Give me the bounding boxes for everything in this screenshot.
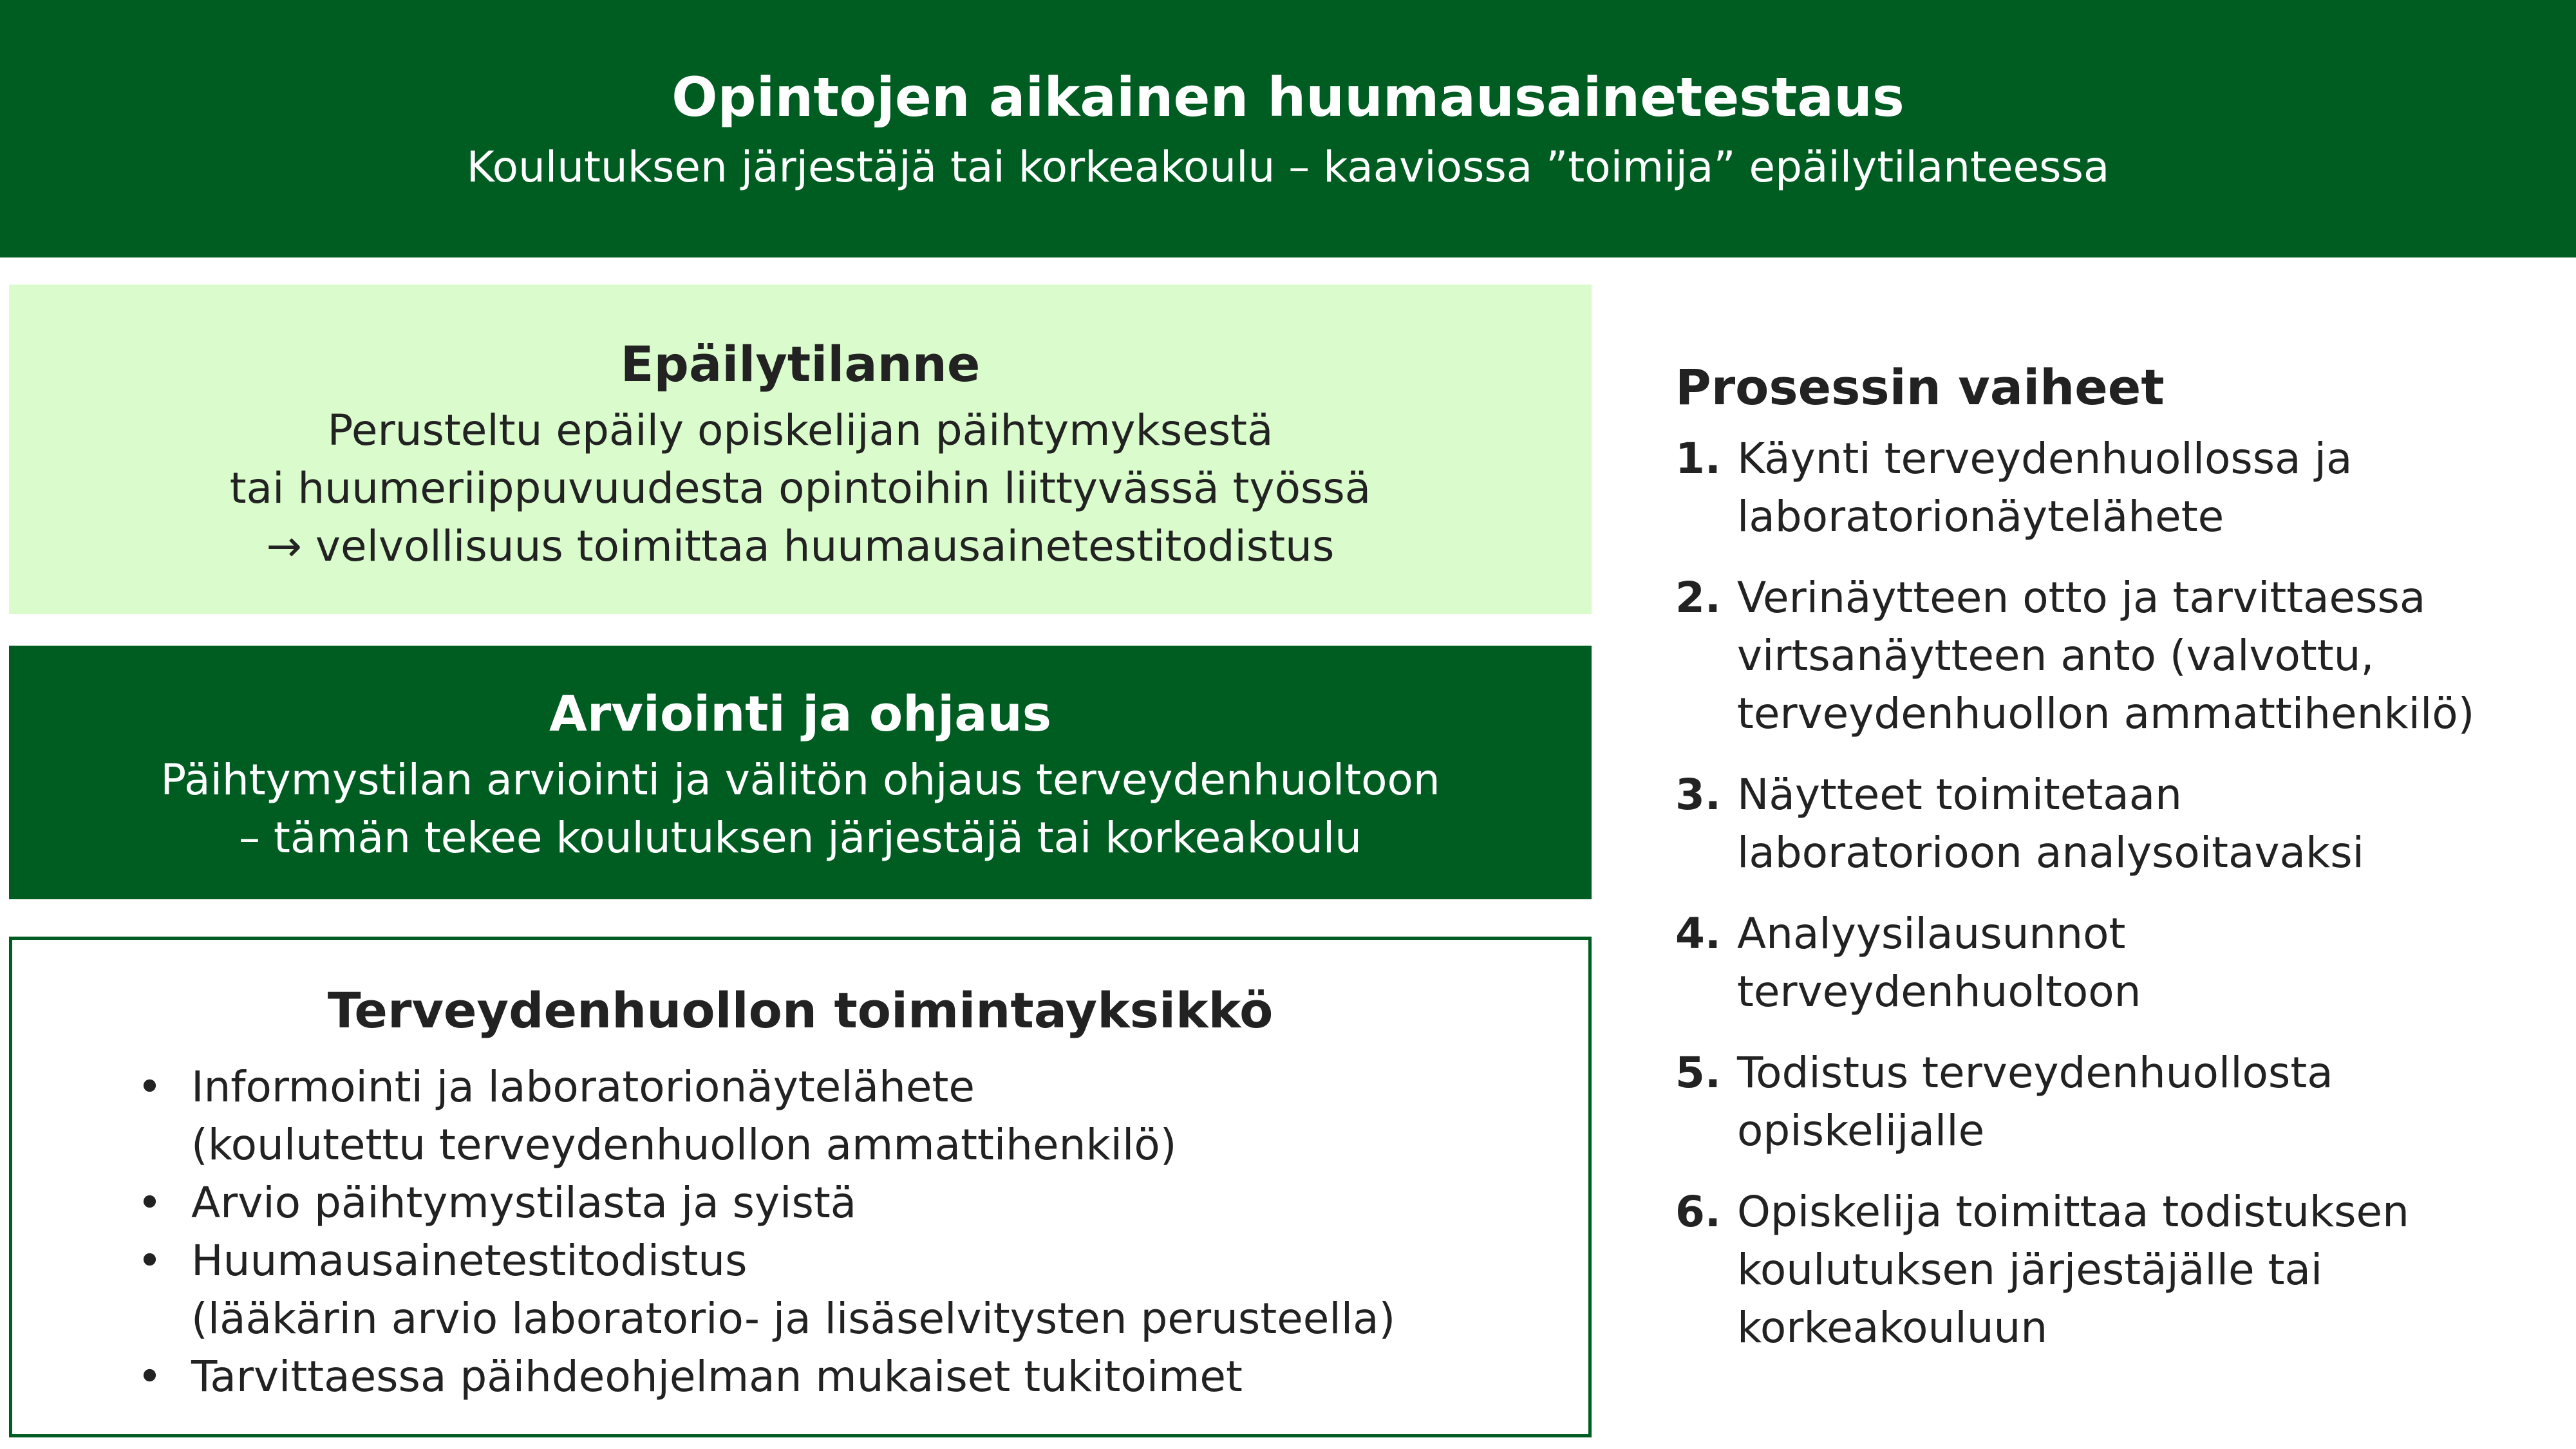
list-item — [137, 1232, 1588, 1348]
assessment-line: Päihtymystilan arviointi ja välitön ohjaus terveydenhuoltoon — [160, 755, 1440, 805]
step-text: Verinäytteen otto ja tarvittaessa — [1737, 573, 2426, 622]
suspicion-box — [9, 285, 1592, 614]
step-text: koulutuksen järjestäjälle tai — [1737, 1245, 2323, 1295]
step-text: Opiskelija toimittaa todistuksen — [1737, 1187, 2409, 1237]
step-number: 5. — [1675, 1048, 1721, 1098]
healthcare-list — [12, 1058, 1588, 1406]
page-title: Opintojen aikainen huumausainetestaus — [672, 66, 1904, 129]
step-text: laboratorioon analysoitavaksi — [1737, 828, 2364, 877]
assessment-title: Arviointi ja ohjaus — [549, 685, 1051, 742]
bullet-icon: • — [137, 1062, 162, 1112]
suspicion-line: Perusteltu epäily opiskelijan päihtymyksestä — [327, 406, 1274, 455]
step-text: virtsanäytteen anto (valvottu, — [1737, 631, 2374, 680]
step-number: 4. — [1675, 909, 1721, 958]
step-text: terveydenhuoltoon — [1737, 967, 2141, 1016]
list-item-text: Huumausainetestitodistus — [191, 1236, 747, 1285]
bullet-icon: • — [137, 1178, 162, 1228]
step-number: 6. — [1675, 1187, 1721, 1237]
step-text: Todistus terveydenhuollosta — [1737, 1048, 2333, 1098]
step-text: Näytteet toimitetaan — [1737, 770, 2183, 819]
process-steps — [1675, 355, 2570, 1380]
suspicion-line: tai huumeriippuvuudesta opintoihin liittyvässä työssä — [229, 463, 1371, 513]
process-title: Prosessin vaiheet — [1675, 359, 2165, 416]
step-number: 2. — [1675, 573, 1721, 622]
assessment-line: – tämän tekee koulutuksen järjestäjä tai korkeakoulu — [239, 813, 1362, 863]
list-item-text: Informointi ja laboratorionäytelähete — [191, 1062, 975, 1112]
list-item — [137, 1174, 1588, 1232]
step-text: opiskelijalle — [1737, 1106, 1985, 1155]
step-text: terveydenhuollon ammattihenkilö) — [1737, 689, 2475, 738]
list-item-text: Arvio päihtymystilasta ja syistä — [191, 1178, 857, 1228]
process-step — [1675, 430, 2570, 546]
process-step-list — [1675, 430, 2570, 1357]
step-number: 3. — [1675, 770, 1721, 819]
header-banner — [0, 0, 2576, 257]
process-step — [1675, 1183, 2570, 1357]
step-text: Käynti terveydenhuollossa ja — [1737, 434, 2353, 483]
process-step — [1675, 569, 2570, 743]
healthcare-box — [9, 937, 1592, 1437]
step-text: laboratorionäytelähete — [1737, 492, 2224, 541]
suspicion-title: Epäilytilanne — [620, 335, 981, 393]
step-text: Analyysilausunnot — [1737, 909, 2126, 958]
bullet-icon: • — [137, 1236, 162, 1285]
healthcare-title: Terveydenhuollon toimintayksikkö — [327, 982, 1274, 1039]
process-step — [1675, 766, 2570, 882]
list-item-text: Tarvittaessa päihdeohjelman mukaiset tukitoimet — [191, 1352, 1243, 1401]
list-item — [137, 1058, 1588, 1174]
step-number: 1. — [1675, 434, 1721, 483]
page-subtitle: Koulutuksen järjestäjä tai korkeakoulu – kaaviossa ”toimija” epäilytilanteessa — [466, 142, 2110, 192]
assessment-box — [9, 646, 1592, 899]
process-step — [1675, 1044, 2570, 1160]
process-step — [1675, 905, 2570, 1021]
suspicion-line: → velvollisuus toimittaa huumausainetestitodistus — [266, 521, 1335, 571]
step-text: korkeakouluun — [1737, 1303, 2048, 1352]
list-item-subtext: (lääkärin arvio laboratorio- ja lisäselvitysten perusteella) — [191, 1294, 1396, 1343]
bullet-icon: • — [137, 1352, 162, 1401]
list-item-subtext: (koulutettu terveydenhuollon ammattihenkilö) — [191, 1120, 1177, 1170]
list-item — [137, 1348, 1588, 1406]
